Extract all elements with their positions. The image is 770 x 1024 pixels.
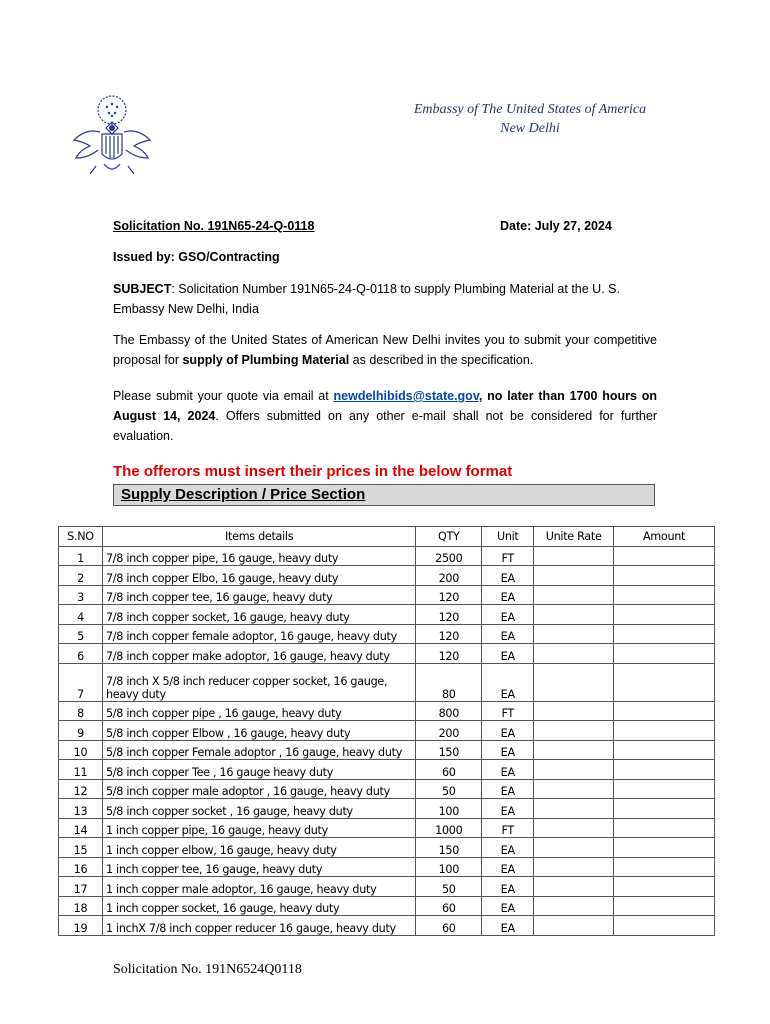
table-row xyxy=(59,566,715,586)
row-sno: 18 xyxy=(59,896,103,916)
row-qty: 120 xyxy=(416,585,482,605)
table-row xyxy=(59,663,715,701)
row-qty: 60 xyxy=(416,896,482,916)
row-sno: 12 xyxy=(59,779,103,799)
row-amount-cell[interactable] xyxy=(614,799,715,819)
row-item-details: 5/8 inch copper Elbow , 16 gauge, heavy duty xyxy=(102,721,415,741)
row-amount-cell[interactable] xyxy=(614,857,715,877)
row-item-details: 7/8 inch copper Elbo, 16 gauge, heavy duty xyxy=(102,566,415,586)
row-sno: 11 xyxy=(59,760,103,780)
row-unit: EA xyxy=(482,857,534,877)
row-qty: 150 xyxy=(416,740,482,760)
row-item-details: 5/8 inch copper pipe , 16 gauge, heavy duty xyxy=(102,701,415,721)
row-amount-cell[interactable] xyxy=(614,760,715,780)
header-unit-rate: Unite Rate xyxy=(534,527,614,547)
embassy-seal-logo xyxy=(66,88,158,180)
row-sno: 4 xyxy=(59,605,103,625)
row-sno: 14 xyxy=(59,818,103,838)
table-row xyxy=(59,857,715,877)
row-item-details: 5/8 inch copper Tee , 16 gauge heavy duty xyxy=(102,760,415,780)
row-qty: 150 xyxy=(416,838,482,858)
row-item-details: 1 inchX 7/8 inch copper reducer 16 gauge, heavy duty xyxy=(102,916,415,936)
row-unit-rate-cell[interactable] xyxy=(534,566,614,586)
row-sno: 15 xyxy=(59,838,103,858)
submit-text-end: . Offers submitted on any other e-mail shall not be considered for further evaluation. xyxy=(113,409,657,443)
submit-text: Please submit your quote via email at xyxy=(113,389,334,403)
row-sno: 7 xyxy=(59,663,103,701)
row-amount-cell[interactable] xyxy=(614,740,715,760)
price-table xyxy=(58,526,715,936)
row-amount-cell[interactable] xyxy=(614,916,715,936)
row-qty: 200 xyxy=(416,566,482,586)
row-item-details: 5/8 inch copper Female adoptor , 16 gauge, heavy duty xyxy=(102,740,415,760)
row-unit: EA xyxy=(482,799,534,819)
row-unit: EA xyxy=(482,605,534,625)
row-item-details: 1 inch copper tee, 16 gauge, heavy duty xyxy=(102,857,415,877)
footer-solicitation: Solicitation No. 191N6524Q0118 xyxy=(113,962,302,977)
row-amount-cell[interactable] xyxy=(614,701,715,721)
row-sno: 6 xyxy=(59,644,103,664)
row-sno: 10 xyxy=(59,740,103,760)
row-item-details: 1 inch copper socket, 16 gauge, heavy duty xyxy=(102,896,415,916)
table-row xyxy=(59,721,715,741)
row-item-details: 1 inch copper male adoptor, 16 gauge, heavy duty xyxy=(102,877,415,897)
row-sno: 19 xyxy=(59,916,103,936)
header-items: Items details xyxy=(102,527,415,547)
row-sno: 13 xyxy=(59,799,103,819)
row-sno: 2 xyxy=(59,566,103,586)
row-unit-rate-cell[interactable] xyxy=(534,605,614,625)
subject-text: : Solicitation Number 191N65-24-Q-0118 to supply Plumbing Material at the U. S. Embassy New Delhi, India xyxy=(113,282,620,316)
row-unit: EA xyxy=(482,779,534,799)
row-qty: 60 xyxy=(416,916,482,936)
table-row xyxy=(59,585,715,605)
row-unit-rate-cell[interactable] xyxy=(534,818,614,838)
table-row xyxy=(59,916,715,936)
header-amount: Amount xyxy=(614,527,715,547)
embassy-name: Embassy of The United States of America xyxy=(413,102,647,117)
row-unit-rate-cell[interactable] xyxy=(534,585,614,605)
row-sno: 16 xyxy=(59,857,103,877)
table-row xyxy=(59,760,715,780)
table-row xyxy=(59,701,715,721)
row-qty: 2500 xyxy=(416,546,482,566)
row-qty: 800 xyxy=(416,701,482,721)
row-item-details: 7/8 inch copper make adoptor, 16 gauge, heavy duty xyxy=(102,644,415,664)
row-item-details: 7/8 inch copper pipe, 16 gauge, heavy duty xyxy=(102,546,415,566)
row-item-details: 5/8 inch copper socket , 16 gauge, heavy duty xyxy=(102,799,415,819)
row-item-details: 7/8 inch copper socket, 16 gauge, heavy duty xyxy=(102,605,415,625)
submission-paragraph xyxy=(113,386,657,446)
row-qty: 100 xyxy=(416,799,482,819)
table-row xyxy=(59,779,715,799)
solicitation-number: Solicitation No. 191N65-24-Q-0118 xyxy=(113,219,315,233)
row-amount-cell[interactable] xyxy=(614,605,715,625)
row-sno: 5 xyxy=(59,624,103,644)
row-qty: 50 xyxy=(416,877,482,897)
row-unit-rate-cell[interactable] xyxy=(534,857,614,877)
row-unit-rate-cell[interactable] xyxy=(534,877,614,897)
header-unit: Unit xyxy=(482,527,534,547)
row-unit: EA xyxy=(482,877,534,897)
row-unit-rate-cell[interactable] xyxy=(534,721,614,741)
row-unit-rate-cell[interactable] xyxy=(534,916,614,936)
row-sno: 17 xyxy=(59,877,103,897)
row-unit-rate-cell[interactable] xyxy=(534,663,614,701)
solicitation-date: Date: July 27, 2024 xyxy=(500,219,612,233)
row-amount-cell[interactable] xyxy=(614,663,715,701)
intro-text: The Embassy of the United States of American New Delhi invites you to submit your competitive proposal for xyxy=(113,333,657,367)
embassy-city: New Delhi xyxy=(500,121,560,136)
row-amount-cell[interactable] xyxy=(614,585,715,605)
row-unit-rate-cell[interactable] xyxy=(534,799,614,819)
row-unit-rate-cell[interactable] xyxy=(534,896,614,916)
row-qty: 200 xyxy=(416,721,482,741)
email-link[interactable]: newdelhibids@state.gov xyxy=(333,389,479,403)
row-unit: FT xyxy=(482,546,534,566)
row-amount-cell[interactable] xyxy=(614,877,715,897)
table-row xyxy=(59,896,715,916)
row-unit: FT xyxy=(482,818,534,838)
row-unit: EA xyxy=(482,663,534,701)
row-sno: 8 xyxy=(59,701,103,721)
row-unit: EA xyxy=(482,838,534,858)
row-item-details: 7/8 inch copper female adoptor, 16 gauge, heavy duty xyxy=(102,624,415,644)
row-unit-rate-cell[interactable] xyxy=(534,740,614,760)
row-unit: EA xyxy=(482,624,534,644)
table-row xyxy=(59,799,715,819)
row-unit-rate-cell[interactable] xyxy=(534,546,614,566)
row-amount-cell[interactable] xyxy=(614,779,715,799)
intro-bold: supply of Plumbing Material xyxy=(182,353,350,367)
section-title-box xyxy=(113,484,655,506)
issued-by: Issued by: GSO/Contracting xyxy=(113,250,280,264)
row-unit-rate-cell[interactable] xyxy=(534,624,614,644)
row-unit: EA xyxy=(482,721,534,741)
row-item-details: 1 inch copper elbow, 16 gauge, heavy duty xyxy=(102,838,415,858)
row-unit: EA xyxy=(482,916,534,936)
header-sno: S.NO xyxy=(59,527,103,547)
row-qty: 120 xyxy=(416,624,482,644)
subject-label: SUBJECT xyxy=(113,282,172,296)
row-qty: 80 xyxy=(416,663,482,701)
row-item-details: 7/8 inch copper tee, 16 gauge, heavy duty xyxy=(102,585,415,605)
header-qty: QTY xyxy=(416,527,482,547)
row-qty: 60 xyxy=(416,760,482,780)
row-qty: 100 xyxy=(416,857,482,877)
row-qty: 1000 xyxy=(416,818,482,838)
table-row xyxy=(59,877,715,897)
subject-paragraph xyxy=(113,279,657,319)
row-amount-cell[interactable] xyxy=(614,644,715,664)
table-row xyxy=(59,644,715,664)
row-unit: EA xyxy=(482,896,534,916)
row-unit-rate-cell[interactable] xyxy=(534,779,614,799)
deadline-text: , no later than 1700 hours on August 14, 2024 xyxy=(113,389,657,423)
row-sno: 1 xyxy=(59,546,103,566)
table-row xyxy=(59,740,715,760)
row-unit-rate-cell[interactable] xyxy=(534,701,614,721)
row-sno: 3 xyxy=(59,585,103,605)
row-qty: 120 xyxy=(416,644,482,664)
row-amount-cell[interactable] xyxy=(614,818,715,838)
row-unit: EA xyxy=(482,566,534,586)
row-amount-cell[interactable] xyxy=(614,566,715,586)
table-row xyxy=(59,818,715,838)
table-row xyxy=(59,605,715,625)
row-unit: EA xyxy=(482,644,534,664)
table-row xyxy=(59,546,715,566)
row-qty: 50 xyxy=(416,779,482,799)
row-unit: FT xyxy=(482,701,534,721)
row-amount-cell[interactable] xyxy=(614,546,715,566)
intro-text-end: as described in the specification. xyxy=(349,353,534,367)
table-row xyxy=(59,838,715,858)
row-amount-cell[interactable] xyxy=(614,624,715,644)
section-title: Supply Description / Price Section xyxy=(121,486,366,503)
row-unit-rate-cell[interactable] xyxy=(534,838,614,858)
row-amount-cell[interactable] xyxy=(614,896,715,916)
row-unit: EA xyxy=(482,585,534,605)
format-heading: The offerors must insert their prices in the below format xyxy=(113,463,513,480)
intro-paragraph xyxy=(113,330,657,370)
row-amount-cell[interactable] xyxy=(614,721,715,741)
table-header-row xyxy=(59,527,715,547)
embassy-header xyxy=(380,100,680,138)
row-sno: 9 xyxy=(59,721,103,741)
row-amount-cell[interactable] xyxy=(614,838,715,858)
row-item-details: 1 inch copper pipe, 16 gauge, heavy duty xyxy=(102,818,415,838)
row-unit: EA xyxy=(482,760,534,780)
row-item-details: 7/8 inch X 5/8 inch reducer copper socket, 16 gauge, heavy duty xyxy=(102,663,415,701)
row-unit: EA xyxy=(482,740,534,760)
row-qty: 120 xyxy=(416,605,482,625)
table-row xyxy=(59,624,715,644)
row-unit-rate-cell[interactable] xyxy=(534,760,614,780)
row-item-details: 5/8 inch copper male adoptor , 16 gauge, heavy duty xyxy=(102,779,415,799)
row-unit-rate-cell[interactable] xyxy=(534,644,614,664)
